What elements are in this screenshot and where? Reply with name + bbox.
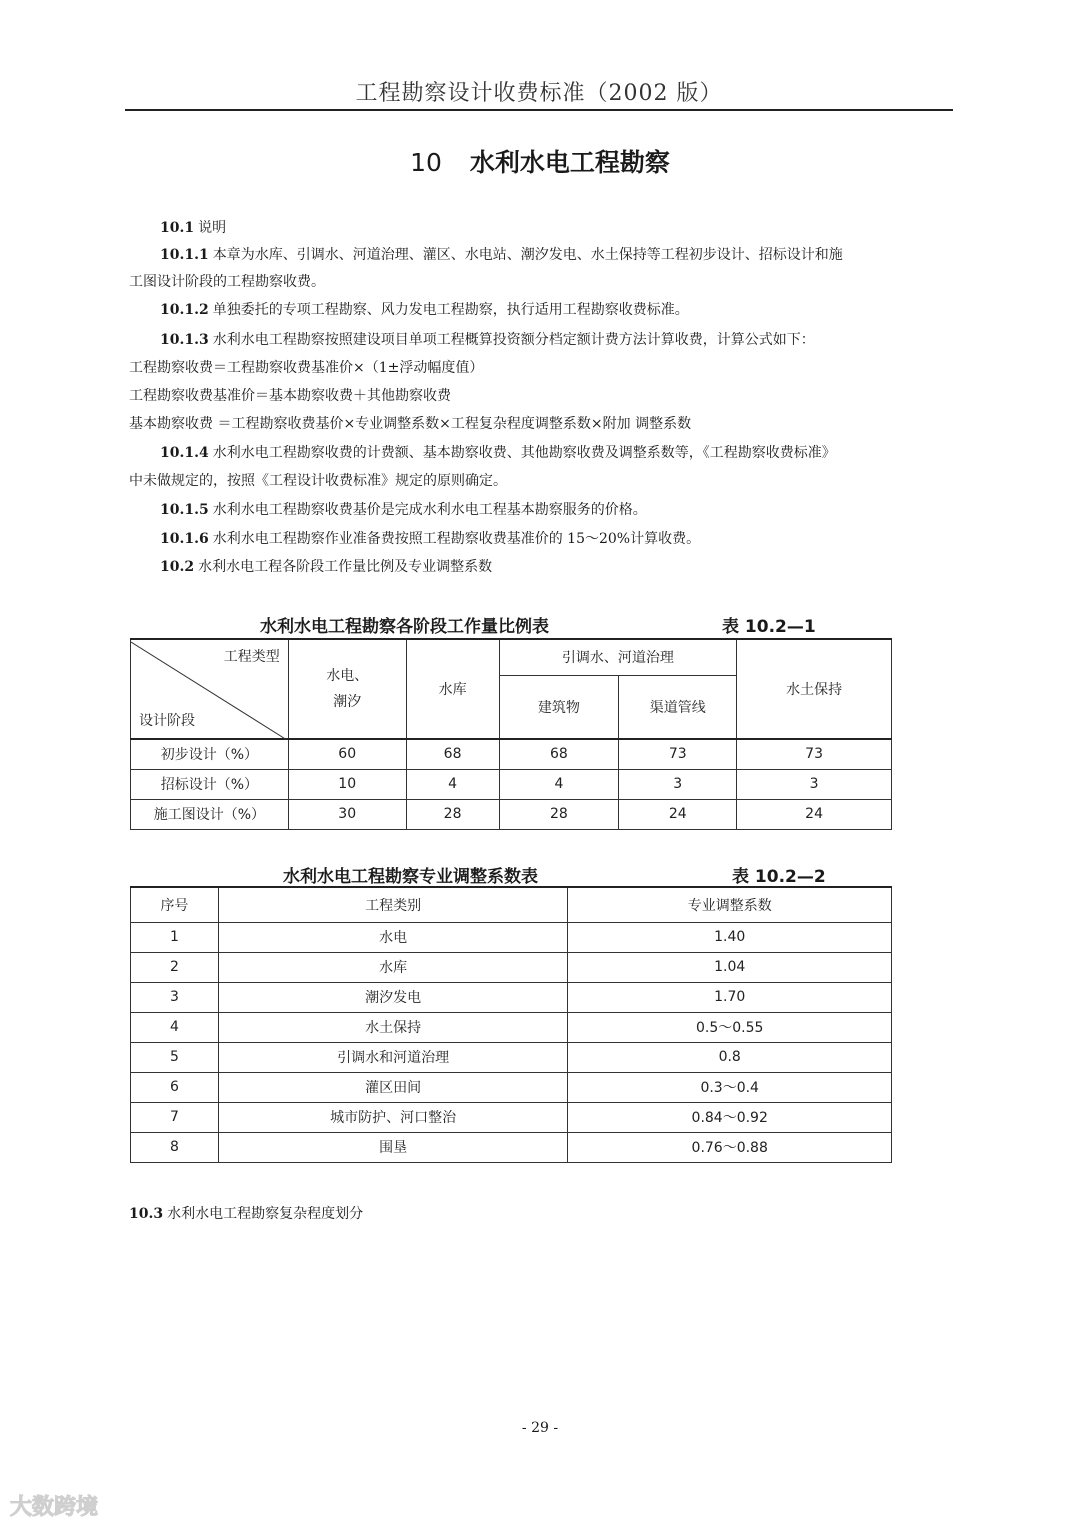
table-cell: 3 xyxy=(737,769,892,799)
paragraph-10-2: 10.2 水利水电工程各阶段工作量比例及专业调整系数 xyxy=(160,559,493,575)
table-cell: 73 xyxy=(619,739,737,769)
formula-line-2: 工程勘察收费基准价＝基本勘察收费＋其他勘察收费 xyxy=(129,388,451,404)
table1-header-soil-conservation: 水土保持 xyxy=(737,639,892,739)
table2-header-coefficient: 专业调整系数 xyxy=(568,887,892,922)
table-cell: 0.5～0.55 xyxy=(568,1012,892,1042)
table-cell: 城市防护、河口整治 xyxy=(218,1102,568,1132)
table-cell: 1.40 xyxy=(568,922,892,952)
table2-caption: 水利水电工程勘察专业调整系数表 xyxy=(283,867,538,887)
table-cell: 4 xyxy=(499,769,619,799)
table-cell: 7 xyxy=(131,1102,219,1132)
table-cell: 水土保持 xyxy=(218,1012,568,1042)
paragraph-10-1-3: 10.1.3 水利水电工程勘察按照建设项目单项工程概算投资额分档定额计费方法计算收费，计算公式如下： xyxy=(160,332,815,348)
table-cell: 1 xyxy=(131,922,219,952)
paragraph-10-1-5: 10.1.5 水利水电工程勘察收费基价是完成水利水电工程基本勘察服务的价格。 xyxy=(160,502,647,518)
paragraph-10-1: 10.1 说明 xyxy=(160,220,227,236)
watermark: 大数跨境 xyxy=(10,1495,99,1520)
page-number: - 29 - xyxy=(521,1420,559,1436)
table1-header-building: 建筑物 xyxy=(499,675,619,739)
table-cell: 28 xyxy=(406,799,499,829)
table1-header-project-type: 工程类型 xyxy=(223,649,280,665)
table-row xyxy=(131,769,892,799)
table-cell: 28 xyxy=(499,799,619,829)
table2-header-seq: 序号 xyxy=(131,887,219,922)
specialty-coefficient-table xyxy=(130,886,892,1163)
table-cell: 3 xyxy=(619,769,737,799)
table-cell: 10 xyxy=(288,769,406,799)
table-cell: 1.70 xyxy=(568,982,892,1012)
table1-header-design-stage: 设计阶段 xyxy=(139,713,195,729)
table-cell: 1.04 xyxy=(568,952,892,982)
running-header: 工程勘察设计收费标准（2002 版） xyxy=(355,81,723,106)
table-row xyxy=(131,922,892,952)
stage-label: 初步设计（%） xyxy=(131,739,289,769)
table-row xyxy=(131,799,892,829)
table-cell: 5 xyxy=(131,1042,219,1072)
paragraph-10-1-4-cont: 中未做规定的，按照《工程设计收费标准》规定的原则确定。 xyxy=(129,473,507,489)
chapter-title xyxy=(0,143,1080,179)
paragraph-10-1-4: 10.1.4 水利水电工程勘察收费的计费额、基本勘察收费、其他勘察收费及调整系数等，《工程勘察收费标准》 xyxy=(160,445,836,461)
table-cell: 73 xyxy=(737,739,892,769)
table1-corner-header xyxy=(131,639,289,739)
table-cell: 6 xyxy=(131,1072,219,1102)
paragraph-10-1-1: 10.1.1 本章为水库、引调水、河道治理、灌区、水电站、潮汐发电、水土保持等工程初步设计、招标设计和施 xyxy=(160,247,843,263)
table-cell: 24 xyxy=(737,799,892,829)
stage-ratio-table xyxy=(130,638,892,830)
header-rule xyxy=(125,109,953,111)
table-cell: 引调水和河道治理 xyxy=(218,1042,568,1072)
table-cell: 2 xyxy=(131,952,219,982)
table-cell: 0.3～0.4 xyxy=(568,1072,892,1102)
table-header-row xyxy=(131,887,892,922)
paragraph-10-1-1-cont: 工图设计阶段的工程勘察收费。 xyxy=(129,274,325,290)
table-cell: 0.84～0.92 xyxy=(568,1102,892,1132)
paragraph-10-1-2: 10.1.2 单独委托的专项工程勘察、风力发电工程勘察，执行适用工程勘察收费标准。 xyxy=(160,302,689,318)
table-row xyxy=(131,1102,892,1132)
table1-header-reservoir: 水库 xyxy=(406,639,499,739)
table1-header-diversion: 引调水、河道治理 xyxy=(499,639,737,675)
paragraph-10-3: 10.3 水利水电工程勘察复杂程度划分 xyxy=(129,1206,364,1222)
chapter-name: 水利水电工程勘察 xyxy=(469,148,670,177)
table-cell: 围垦 xyxy=(218,1132,568,1162)
table-row xyxy=(131,982,892,1012)
table-cell: 灌区田间 xyxy=(218,1072,568,1102)
table-row xyxy=(131,1132,892,1162)
table-row xyxy=(131,1012,892,1042)
table-cell: 68 xyxy=(499,739,619,769)
table-cell: 水库 xyxy=(218,952,568,982)
table-row xyxy=(131,1072,892,1102)
chapter-number: 10 xyxy=(410,148,442,177)
table-cell: 4 xyxy=(131,1012,219,1042)
table-cell: 0.76～0.88 xyxy=(568,1132,892,1162)
table-row xyxy=(131,952,892,982)
table-cell: 潮汐发电 xyxy=(218,982,568,1012)
table1-number: 表 10.2—1 xyxy=(722,617,816,637)
table-cell: 8 xyxy=(131,1132,219,1162)
table-cell: 0.8 xyxy=(568,1042,892,1072)
table-cell: 水电 xyxy=(218,922,568,952)
table-cell: 4 xyxy=(406,769,499,799)
formula-line-1: 工程勘察收费＝工程勘察收费基准价×（1±浮动幅度值） xyxy=(129,360,484,376)
paragraph-10-1-6: 10.1.6 水利水电工程勘察作业准备费按照工程勘察收费基准价的 15～20%计算收费。 xyxy=(160,531,701,547)
table-cell: 3 xyxy=(131,982,219,1012)
table1-caption: 水利水电工程勘察各阶段工作量比例表 xyxy=(260,617,549,637)
table-cell: 60 xyxy=(288,739,406,769)
stage-label: 招标设计（%） xyxy=(131,769,289,799)
table-cell: 30 xyxy=(288,799,406,829)
table2-header-category: 工程类别 xyxy=(218,887,568,922)
stage-label: 施工图设计（%） xyxy=(131,799,289,829)
formula-line-3: 基本勘察收费 ＝工程勘察收费基价×专业调整系数×工程复杂程度调整系数×附加 调整系数 xyxy=(129,416,692,432)
table2-number: 表 10.2—2 xyxy=(732,867,826,887)
table1-header-hydro: 水电、 潮汐 xyxy=(288,639,406,739)
table-row xyxy=(131,1042,892,1072)
table-cell: 68 xyxy=(406,739,499,769)
table1-header-channel: 渠道管线 xyxy=(619,675,737,739)
table-row xyxy=(131,739,892,769)
table-cell: 24 xyxy=(619,799,737,829)
